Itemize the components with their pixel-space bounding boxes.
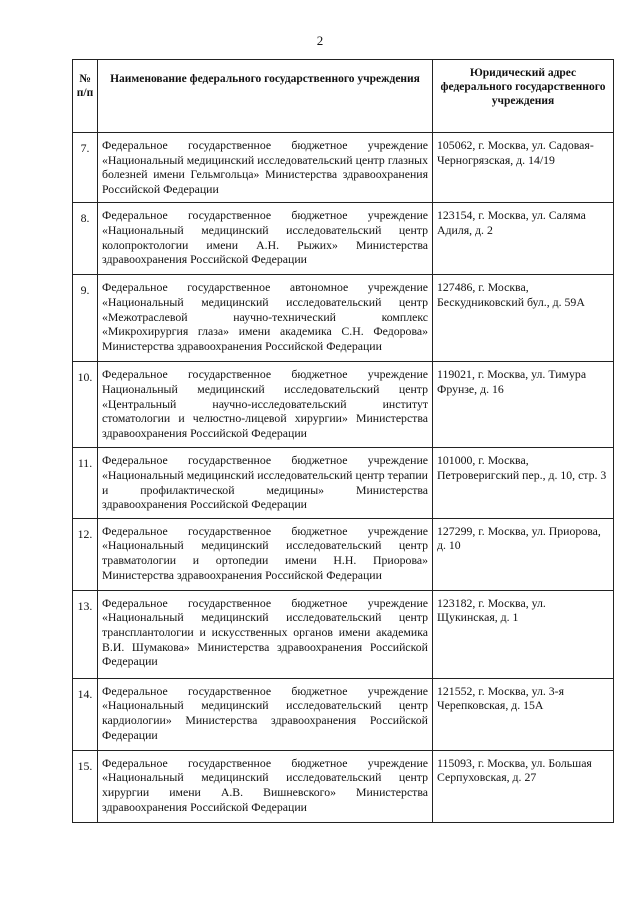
header-name: Наименование федерального государственного учреждения xyxy=(98,60,433,133)
institution-address: 119021, г. Москва, ул. Тимура Фрунзе, д. 16 xyxy=(433,362,614,448)
institution-name: Федеральное государственное бюджетное учреждение «Национальный медицинский исследовательский центр колопроктологии имени А.Н. Рыжих» Министерства здравоохранения Российской Федерации xyxy=(98,203,433,275)
institutions-table xyxy=(72,59,614,823)
institution-address: 101000, г. Москва, Петроверигский пер., д. 10, стр. 3 xyxy=(433,448,614,518)
institution-address: 123182, г. Москва, ул. Щукинская, д. 1 xyxy=(433,590,614,678)
table-row xyxy=(73,448,614,518)
row-number: 14. xyxy=(73,678,98,750)
institution-address: 115093, г. Москва, ул. Большая Серпуховская, д. 27 xyxy=(433,750,614,822)
row-number: 9. xyxy=(73,275,98,362)
header-num: № п/п xyxy=(73,60,98,133)
table-header-row xyxy=(73,60,614,133)
table-row xyxy=(73,590,614,678)
institution-address: 127486, г. Москва, Бескудниковский бул., д. 59А xyxy=(433,275,614,362)
table-row xyxy=(73,678,614,750)
institution-name: Федеральное государственное бюджетное учреждение «Национальный медицинский исследовательский центр кардиологии» Министерства здравоохранения Российской Федерации xyxy=(98,678,433,750)
institution-address: 105062, г. Москва, ул. Садовая-Черногрязская, д. 14/19 xyxy=(433,133,614,203)
row-number: 15. xyxy=(73,750,98,822)
institution-name: Федеральное государственное автономное учреждение «Национальный медицинский исследовательский центр «Межотраслевой научно-технический комплекс «Микрохирургия глаза» имени академика С.Н. Федорова» Министерства здравоохранения Российской Федерации xyxy=(98,275,433,362)
institution-name: Федеральное государственное бюджетное учреждение «Национальный медицинский исследовательский центр трансплантологии и искусственных органов имени академика В.И. Шумакова» Министерства здравоохранения Российской Федерации xyxy=(98,590,433,678)
table-row xyxy=(73,362,614,448)
table-row xyxy=(73,203,614,275)
row-number: 8. xyxy=(73,203,98,275)
row-number: 10. xyxy=(73,362,98,448)
institution-name: Федеральное государственное бюджетное учреждение «Национальный медицинский исследовательский центр травматологии и ортопедии имени Н.Н. Приорова» Министерства здравоохранения Российской Федерации xyxy=(98,518,433,590)
header-address: Юридический адрес федерального государственного учреждения xyxy=(433,60,614,133)
row-number: 7. xyxy=(73,133,98,203)
table-row xyxy=(73,275,614,362)
page-number: 2 xyxy=(316,33,324,48)
row-number: 13. xyxy=(73,590,98,678)
institution-name: Федеральное государственное бюджетное учреждение «Национальный медицинский исследовательский центр хирургии имени А.В. Вишневского» Министерства здравоохранения Российской Федерации xyxy=(98,750,433,822)
table-row xyxy=(73,518,614,590)
institution-address: 127299, г. Москва, ул. Приорова, д. 10 xyxy=(433,518,614,590)
row-number: 12. xyxy=(73,518,98,590)
table-row xyxy=(73,133,614,203)
table-row xyxy=(73,750,614,822)
institution-name: Федеральное государственное бюджетное учреждение «Национальный медицинский исследовательский центр глазных болезней имени Гельмгольца» Министерства здравоохранения Российской Федерации xyxy=(98,133,433,203)
institution-address: 121552, г. Москва, ул. 3-я Черепковская, д. 15А xyxy=(433,678,614,750)
row-number: 11. xyxy=(73,448,98,518)
institution-name: Федеральное государственное бюджетное учреждение Национальный медицинский исследовательский центр «Центральный научно-исследовательский институт стоматологии и челюстно-лицевой хирургии» Министерства здравоохранения Российской Федерации xyxy=(98,362,433,448)
institution-name: Федеральное государственное бюджетное учреждение «Национальный медицинский исследовательский центр терапии и профилактической медицины» Министерства здравоохранения Российской Федерации xyxy=(98,448,433,518)
institution-address: 123154, г. Москва, ул. Саляма Адиля, д. 2 xyxy=(433,203,614,275)
